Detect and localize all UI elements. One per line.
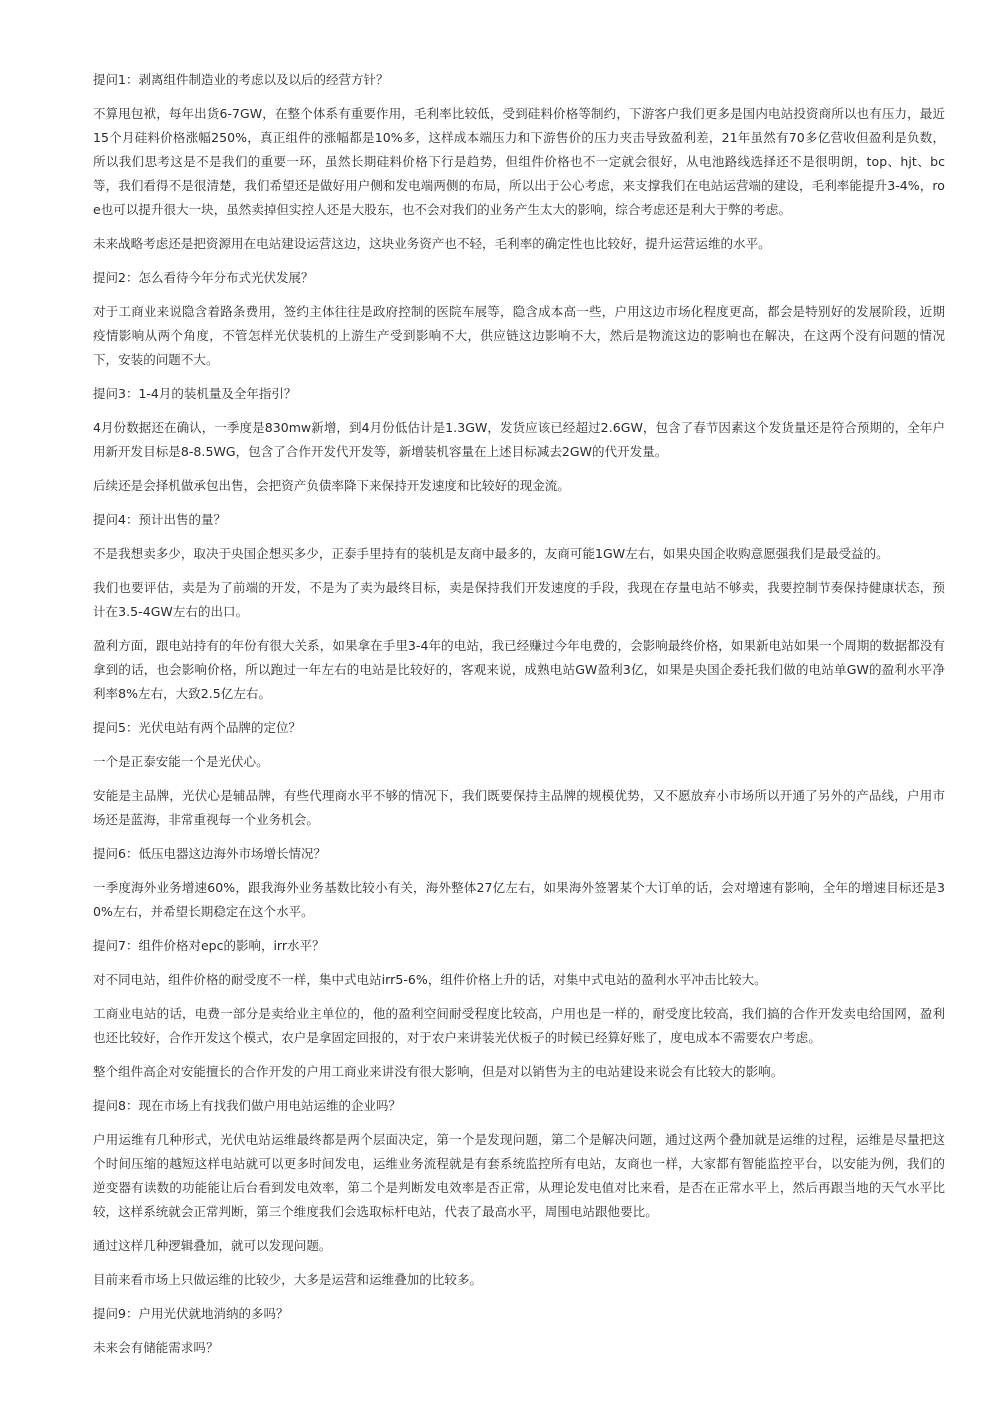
question-6: 提问6：低压电器这边海外市场增长情况？ xyxy=(93,846,326,861)
paragraph: 未来战略考虑还是把资源用在电站建设运营这边，这块业务资产也不轻，毛利率的确定性也比较好，提升运营运维的水平。 xyxy=(93,236,771,251)
paragraph: 不是我想卖多少，取决于央国企想买多少，正泰手里持有的装机是友商中最多的，友商可能1GW左右，如果央国企收购意愿强我们是最受益的。 xyxy=(93,546,889,561)
question-7: 提问7：组件价格对epc的影响，irr水平？ xyxy=(93,938,325,953)
paragraph: 不算甩包袱，每年出货6-7GW，在整个体系有重要作用，毛利率比较低，受到硅料价格等制约，下游客户我们更多是国内电站投资商所以也有压力，最近15个月硅料价格涨幅250%，真正组件的涨幅都是10%多，这样成本端压力和下游售价的压力夹击导致盈利差，21年虽然有70多亿营收但盈利是负数，所以我们思考这是不是我们的重要一环，虽然长期硅料价格下行是趋势，但组件价格也不一定就会很好，从电池路线选择还不是很明朗，top、hjt、bc等，我们看得不是很清楚，我们希望还是做好用户侧和发电端两侧的布局，所以出于公心考虑，来支撑我们在电站运营端的建设，毛利率能提升3-4%，roe也可以提升很大一块，虽然卖掉但实控人还是大股东，也不会对我们的业务产生太大的影响，综合考虑还是利大于弊的考虑。 xyxy=(93,106,945,217)
question-5: 提问5：光伏电站有两个品牌的定位？ xyxy=(93,720,301,735)
question-1: 提问1：剥离组件制造业的考虑以及以后的经营方针？ xyxy=(93,72,389,87)
paragraph: 一季度海外业务增速60%，跟我海外业务基数比较小有关，海外整体27亿左右，如果海外签署某个大订单的话，会对增速有影响，全年的增速目标还是30%左右，并希望长期稳定在这个水平。 xyxy=(93,880,945,919)
paragraph: 整个组件高企对安能擅长的合作开发的户用工商业来讲没有很大影响，但是对以销售为主的电站建设来说会有比较大的影响。 xyxy=(93,1064,784,1079)
paragraph: 户用运维有几种形式，光伏电站运维最终都是两个层面决定，第一个是发现问题，第二个是解决问题，通过这两个叠加就是运维的过程，运维是尽量把这个时间压缩的越短这样电站就可以更多时间发电，运维业务流程就是有套系统监控所有电站，友商也一样，大家都有智能监控平台，以安能为例，我们的逆变器有读数的功能能让后台看到发电效率，第二个是判断发电效率是否正常，从理论发电值对比来看，是否在正常水平上，然后再跟当地的天气水平比较，这样系统就会正常判断，第三个维度我们会选取标杆电站，代表了最高水平，周围电站跟他要比。 xyxy=(93,1132,945,1219)
paragraph: 对于工商业来说隐含着路条费用，签约主体往往是政府控制的医院车展等，隐含成本高一些，户用这边市场化程度更高，都会是特别好的发展阶段，近期疫情影响从两个角度，不管怎样光伏装机的上游生产受到影响不大，供应链这边影响不大，然后是物流这边的影响也在解决，在这两个没有问题的情况下，安装的问题不大。 xyxy=(93,304,945,367)
paragraph: 我们也要评估，卖是为了前端的开发，不是为了卖为最终目标，卖是保持我们开发速度的手段，我现在存量电站不够卖，我要控制节奏保持健康状态，预计在3.5-4GW左右的出口。 xyxy=(93,580,945,619)
paragraph: 后续还是会择机做承包出售，会把资产负债率降下来保持开发速度和比较好的现金流。 xyxy=(93,478,570,493)
document-body xyxy=(93,68,945,1370)
question-9: 提问9：户用光伏就地消纳的多吗？ xyxy=(93,1306,289,1321)
question-8: 提问8：现在市场上有找我们做户用电站运维的企业吗？ xyxy=(93,1098,401,1113)
paragraph: 未来会有储能需求吗？ xyxy=(93,1340,219,1355)
paragraph: 4月份数据还在确认，一季度是830mw新增，到4月份低估计是1.3GW，发货应该已经超过2.6GW，包含了春节因素这个发货量还是符合预期的，全年户用新开发目标是8-8.5WG，包含了合作开发代开发等，新增装机容量在上述目标减去2GW的代开发量。 xyxy=(93,420,945,459)
paragraph: 安能是主品牌，光伏心是辅品牌，有些代理商水平不够的情况下，我们既要保持主品牌的规模优势，又不愿放弃小市场所以开通了另外的产品线，户用市场还是蓝海，非常重视每一个业务机会。 xyxy=(93,788,945,827)
paragraph: 工商业电站的话，电费一部分是卖给业主单位的，他的盈利空间耐受程度比较高，户用也是一样的，耐受度比较高，我们搞的合作开发卖电给国网，盈利也还比较好，合作开发这个模式，农户是拿固定回报的，对于农户来讲装光伏板子的时候已经算好账了，度电成本不需要农户考虑。 xyxy=(93,1006,945,1045)
paragraph: 盈利方面，跟电站持有的年份有很大关系，如果拿在手里3-4年的电站，我已经赚过今年电费的，会影响最终价格，如果新电站如果一个周期的数据都没有拿到的话，也会影响价格，所以跑过一年左右的电站是比较好的，客观来说，成熟电站GW盈利3亿，如果是央国企委托我们做的电站单GW的盈利水平净利率8%左右，大致2.5亿左右。 xyxy=(93,638,945,701)
paragraph: 目前来看市场上只做运维的比较少，大多是运营和运维叠加的比较多。 xyxy=(93,1272,483,1287)
question-2: 提问2：怎么看待今年分布式光伏发展？ xyxy=(93,270,314,285)
question-4: 提问4：预计出售的量？ xyxy=(93,512,226,527)
paragraph: 对不同电站，组件价格的耐受度不一样，集中式电站irr5-6%，组件价格上升的话，对集中式电站的盈利水平冲击比较大。 xyxy=(93,972,767,987)
paragraph: 通过这样几种逻辑叠加，就可以发现问题。 xyxy=(93,1238,332,1253)
paragraph: 一个是正泰安能一个是光伏心。 xyxy=(93,754,269,769)
question-3: 提问3：1-4月的装机量及全年指引？ xyxy=(93,386,297,401)
